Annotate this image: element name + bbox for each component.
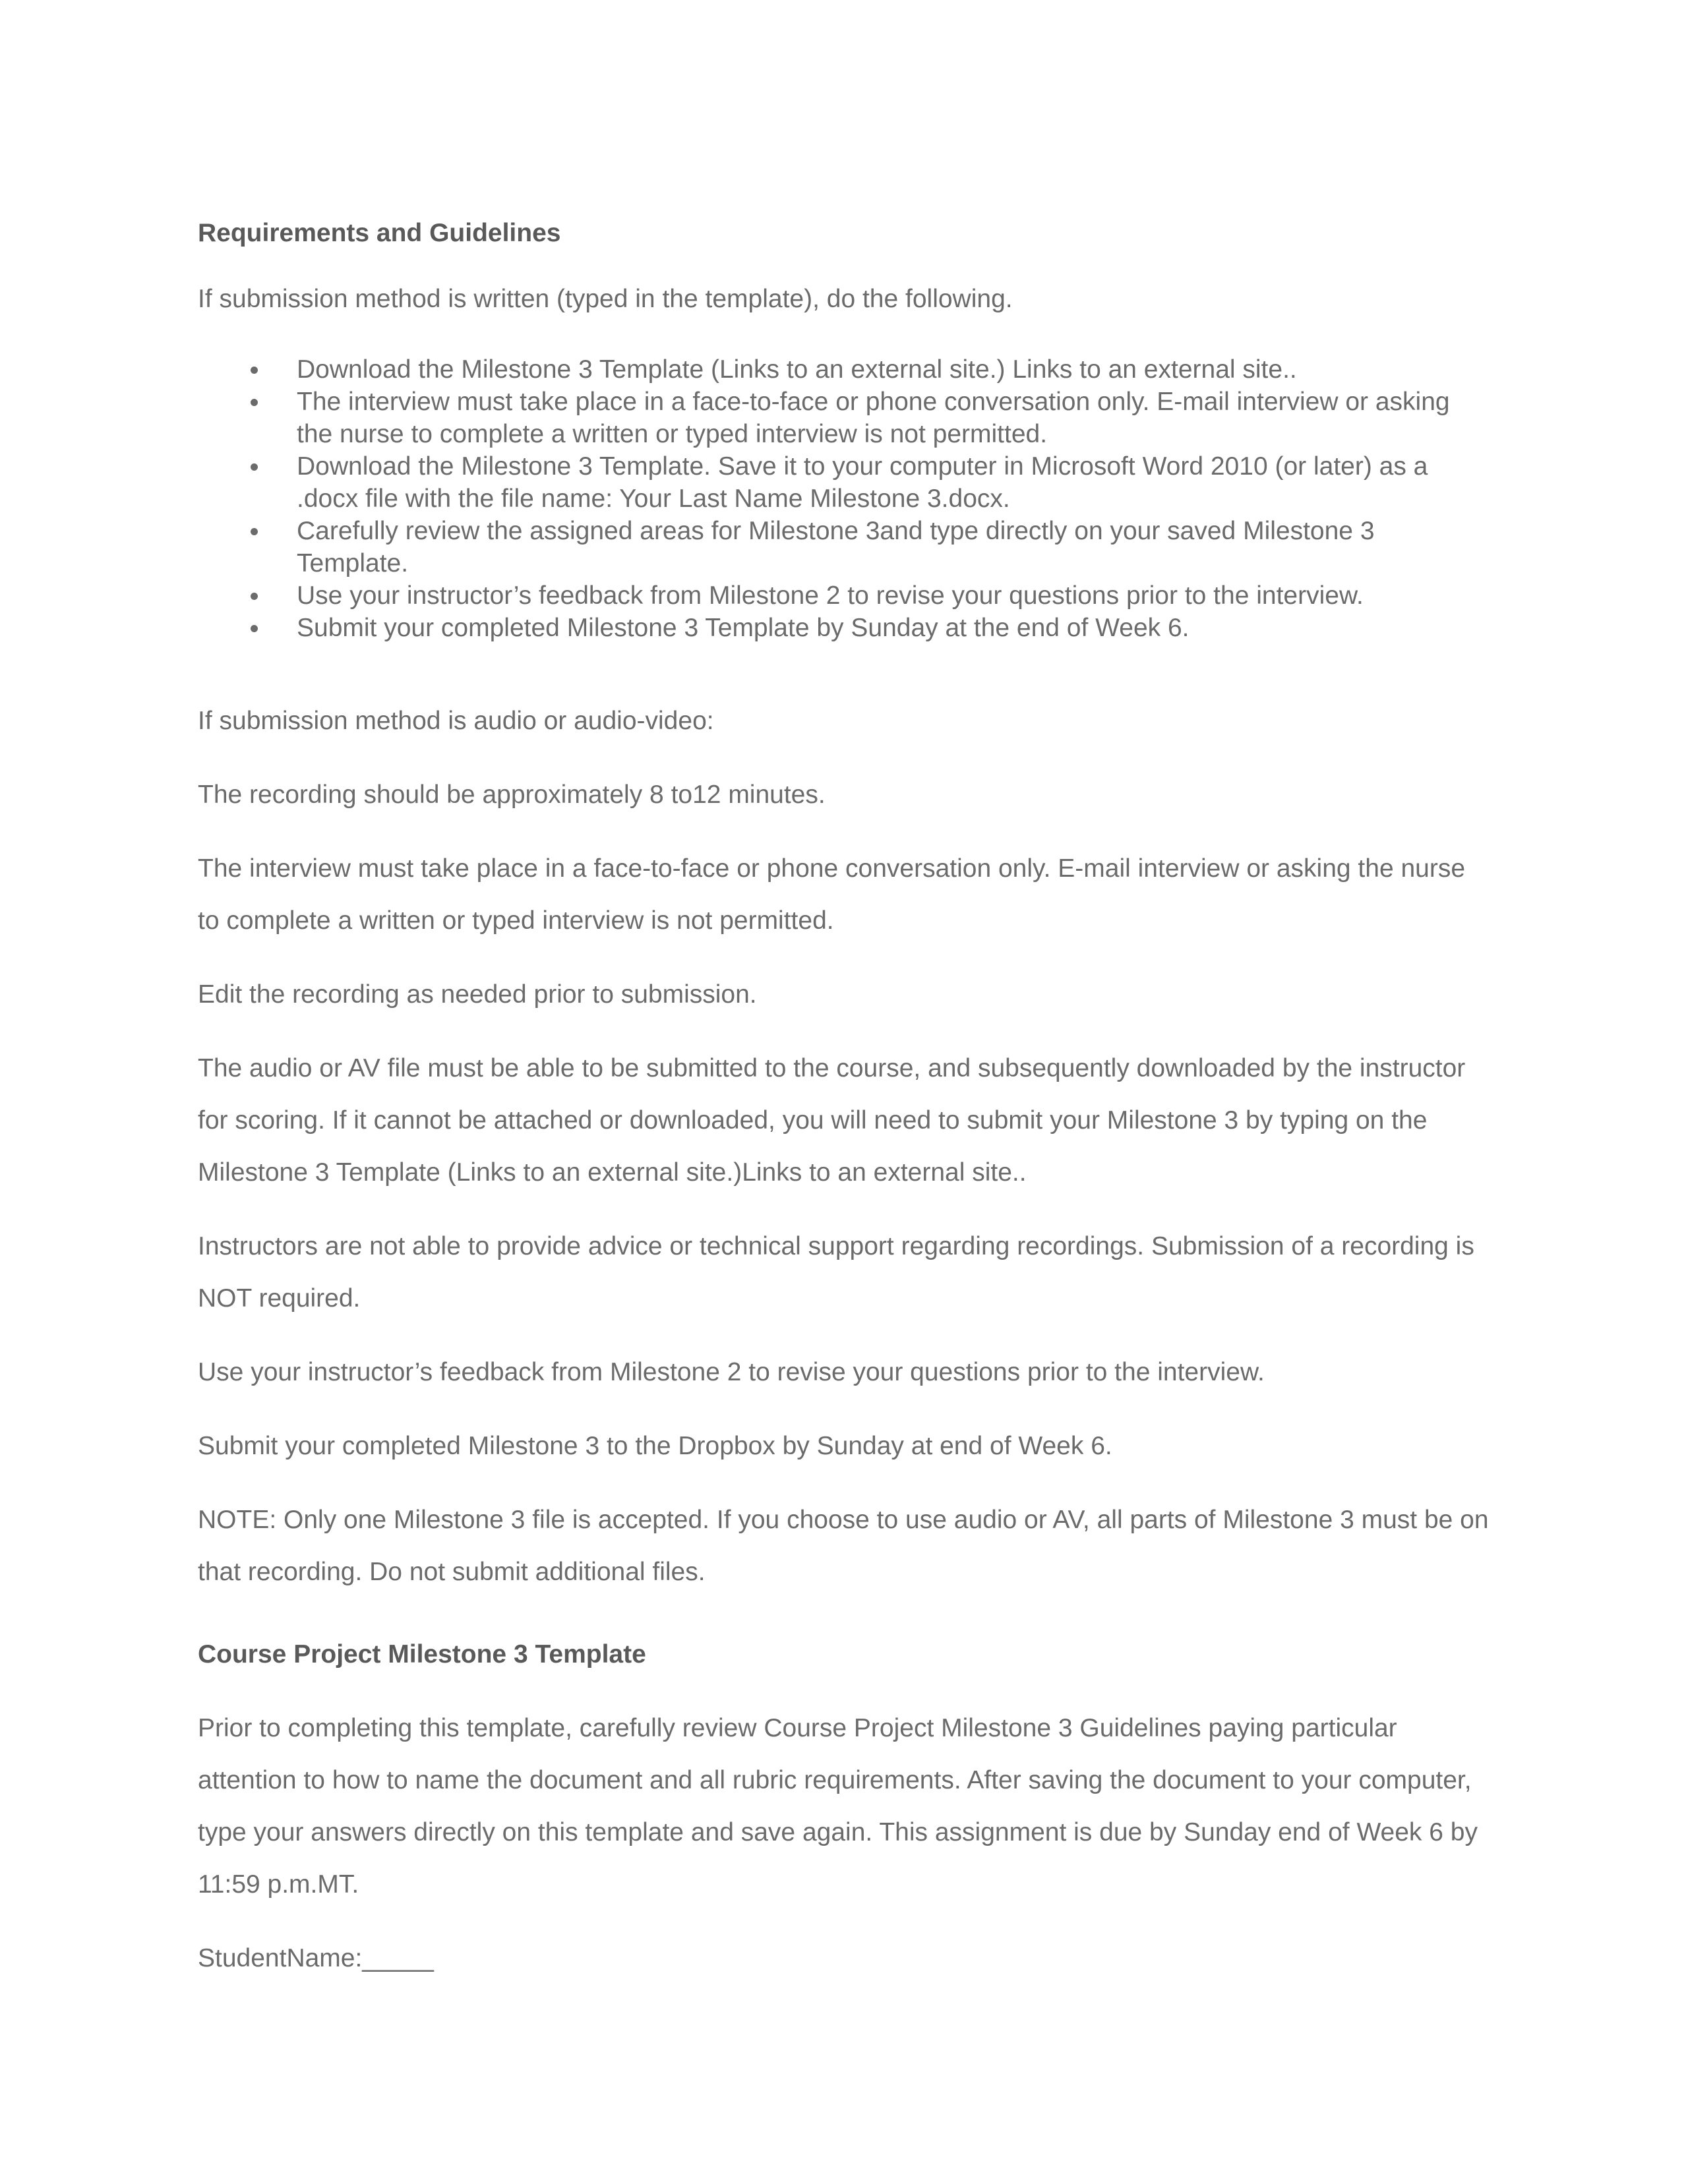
paragraph: Edit the recording as needed prior to submission. xyxy=(198,980,757,1009)
student-name-field: StudentName:_____ xyxy=(198,1944,434,1972)
paragraph: The recording should be approximately 8 to12 minutes. xyxy=(198,781,826,809)
bullet-icon xyxy=(251,528,258,535)
list-item: Submit your completed Milestone 3 Template by Sunday at the end of Week 6. xyxy=(198,612,1490,644)
paragraph: If submission method is audio or audio-video: xyxy=(198,707,714,735)
template-instructions: Prior to completing this template, carefully review Course Project Milestone 3 Guidelines paying particular attention to how to name the document and all rubric requirements. After saving the document to your computer, type your answers directly on this template and save again. This assignment is due by Sunday end of Week 6 by 11:59 p.m.MT. xyxy=(198,1714,1478,1899)
paragraph: Instructors are not able to provide advice or technical support regarding recordings. Submission of a recording is NOT required. xyxy=(198,1232,1474,1313)
template-heading: Course Project Milestone 3 Template xyxy=(198,1640,646,1668)
paragraph: The interview must take place in a face-to-face or phone conversation only. E-mail interview or asking the nurse to complete a written or typed interview is not permitted. xyxy=(198,854,1466,935)
bullet-icon xyxy=(251,463,258,471)
requirements-heading: Requirements and Guidelines xyxy=(198,219,561,247)
list-item: Download the Milestone 3 Template. Save it to your computer in Microsoft Word 2010 (or later) as a .docx file with the file name: Your Last Name Milestone 3.docx. xyxy=(198,450,1490,515)
list-item: Carefully review the assigned areas for Milestone 3and type directly on your saved Milestone 3 Template. xyxy=(198,515,1490,579)
audio-section xyxy=(198,695,1490,1598)
bullet-icon xyxy=(251,625,258,632)
document-page xyxy=(198,218,1490,1984)
written-requirements-list xyxy=(198,353,1490,644)
list-item: Use your instructor’s feedback from Milestone 2 to revise your questions prior to the interview. xyxy=(198,579,1490,612)
paragraph: The audio or AV file must be able to be submitted to the course, and subsequently downloaded by the instructor for scoring. If it cannot be attached or downloaded, you will need to submit your Milestone 3 by typing on the Milestone 3 Template (Links to an external site.)Links to an external site.. xyxy=(198,1054,1466,1187)
bullet-icon xyxy=(251,593,258,600)
list-item: The interview must take place in a face-to-face or phone conversation only. E-mail interview or asking the nurse to complete a written or typed interview is not permitted. xyxy=(198,386,1490,450)
paragraph: Use your instructor’s feedback from Milestone 2 to revise your questions prior to the interview. xyxy=(198,1358,1265,1386)
bullet-icon xyxy=(251,399,258,406)
paragraph: Submit your completed Milestone 3 to the Dropbox by Sunday at end of Week 6. xyxy=(198,1432,1112,1460)
bullet-icon xyxy=(251,367,258,374)
paragraph: NOTE: Only one Milestone 3 file is accepted. If you choose to use audio or AV, all parts of Milestone 3 must be on that recording. Do not submit additional files. xyxy=(198,1506,1489,1586)
written-intro: If submission method is written (typed in the template), do the following. xyxy=(198,285,1013,313)
list-item: Download the Milestone 3 Template (Links to an external site.) Links to an external site.. xyxy=(198,353,1490,386)
